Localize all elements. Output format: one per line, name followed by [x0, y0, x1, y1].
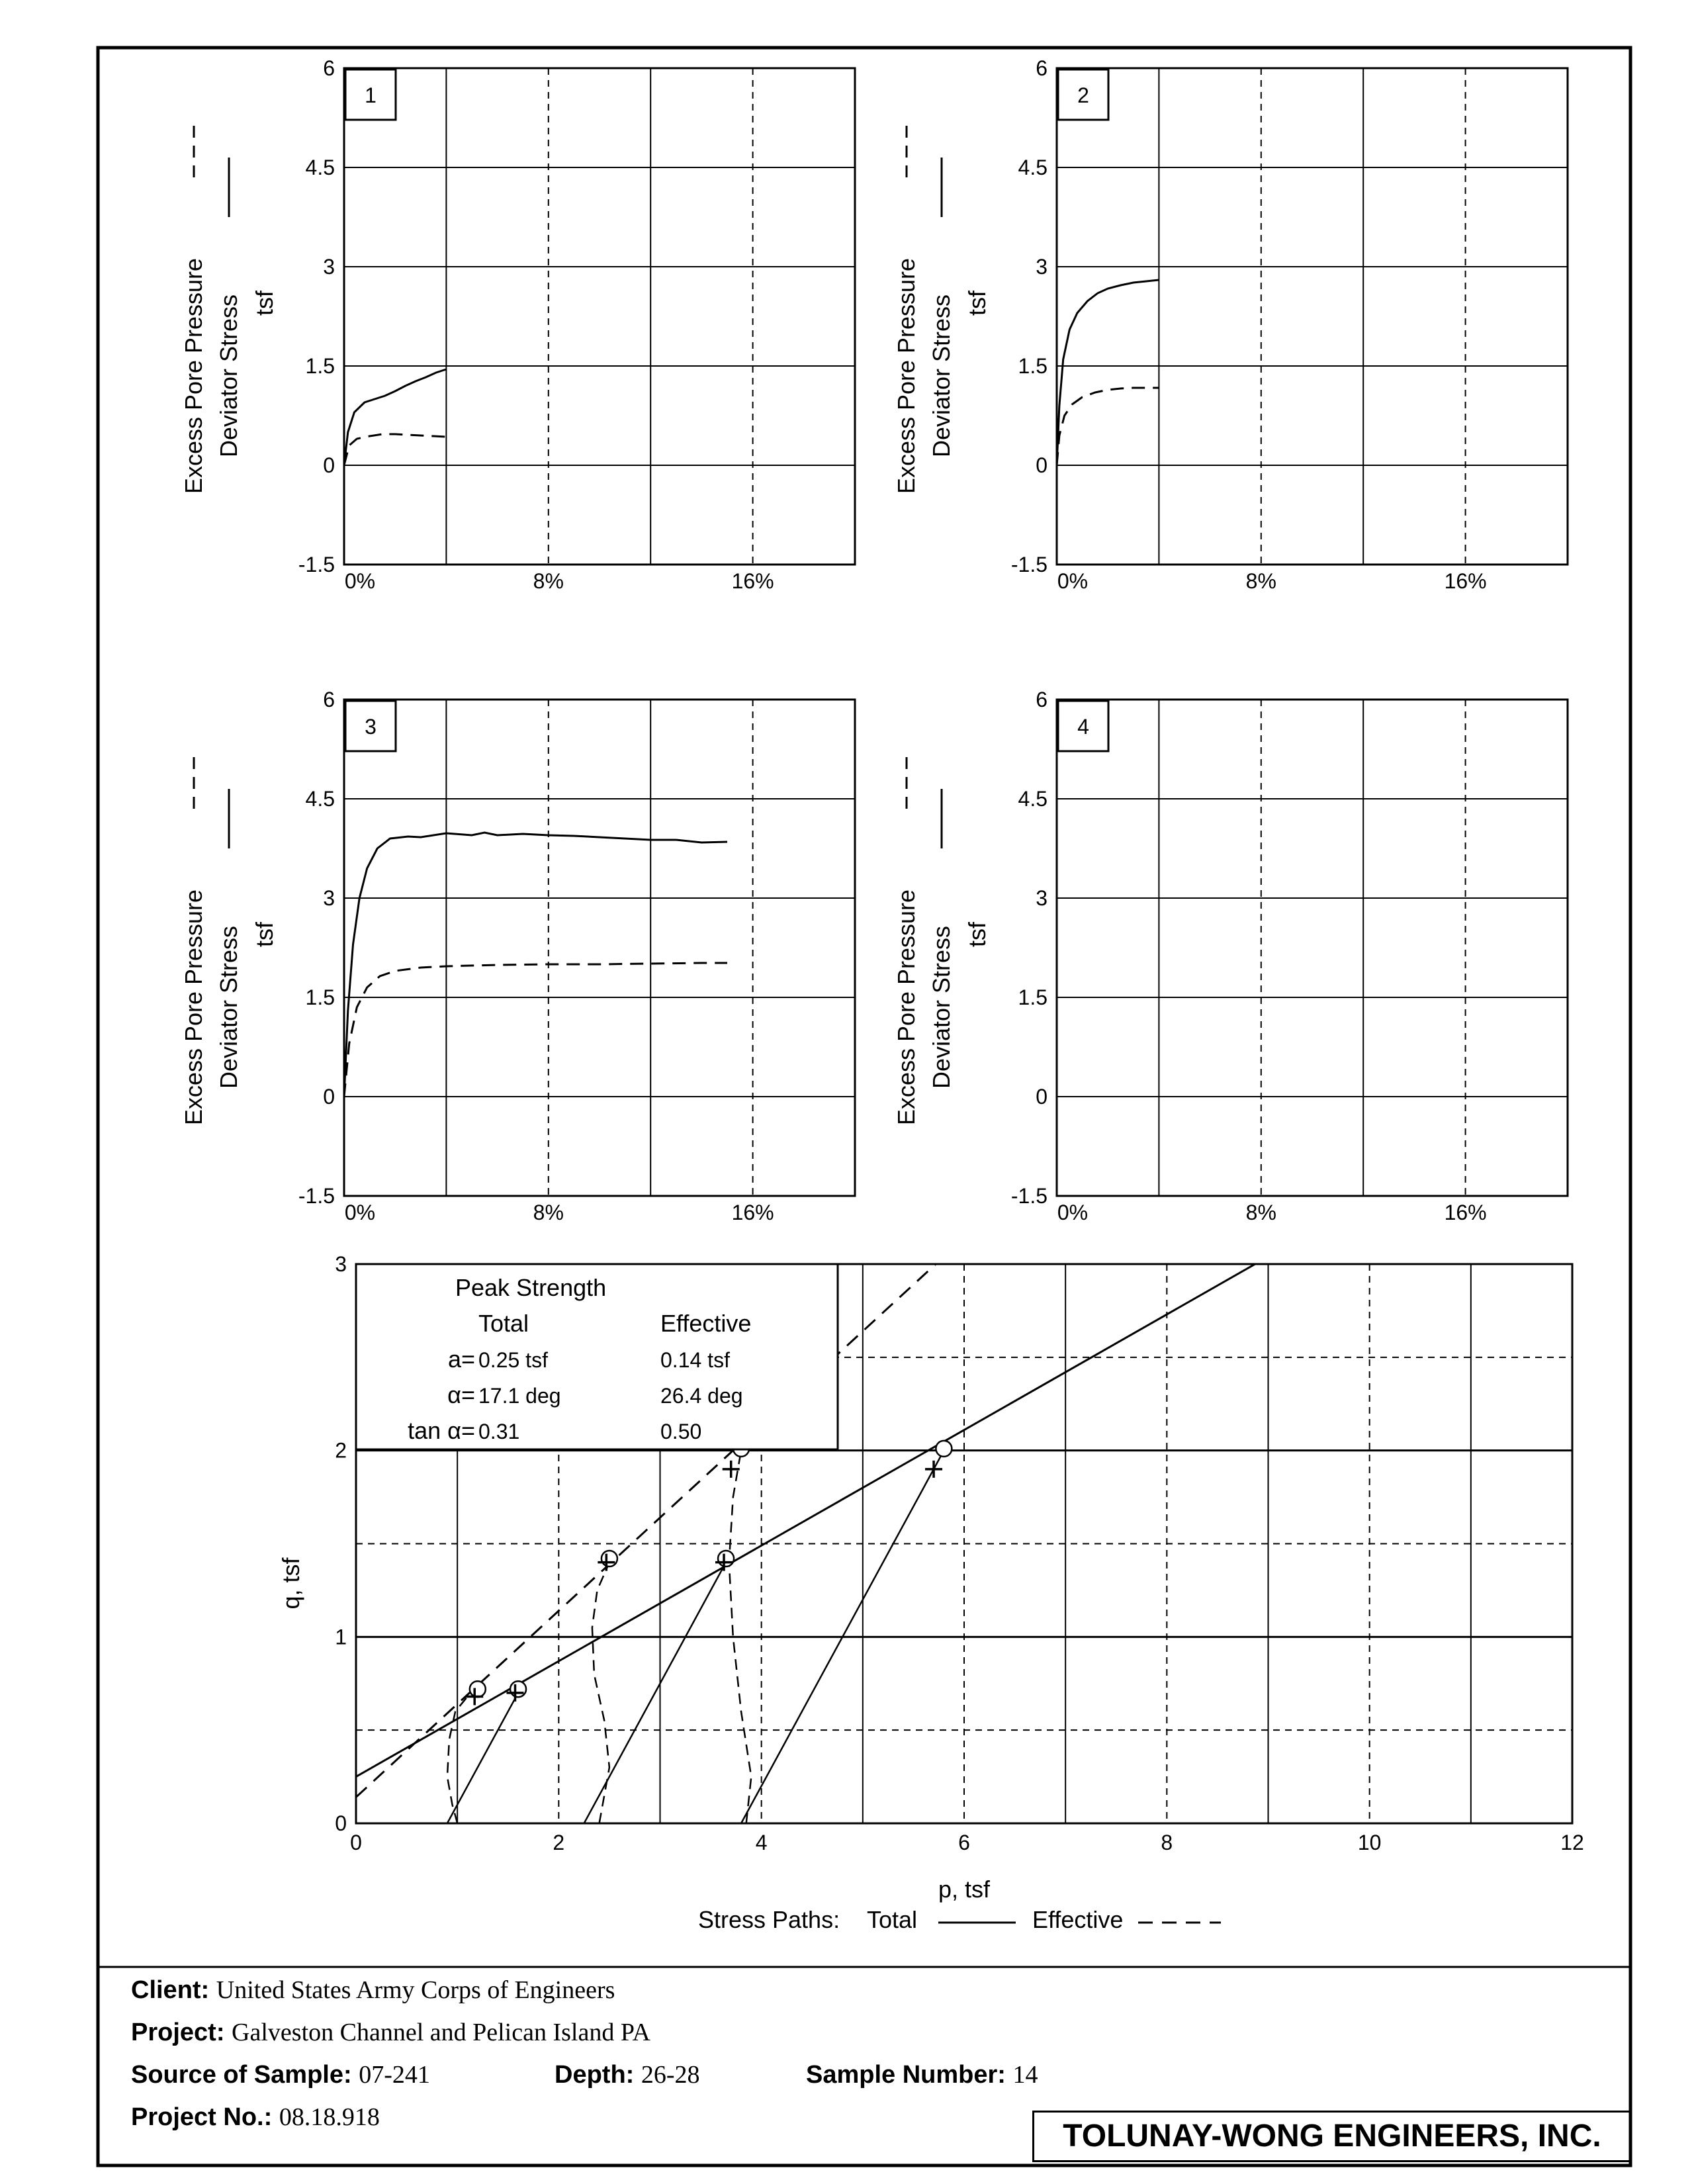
- y-tick-label: -1.5: [1010, 553, 1048, 576]
- title-block: [107, 1969, 1630, 2161]
- column-total: Total: [478, 1310, 529, 1337]
- y-tick-label: 4.5: [305, 787, 335, 811]
- row-total-value: 0.25 tsf: [478, 1348, 548, 1372]
- x-tick-label: 2: [553, 1831, 565, 1854]
- ylabel-pore-pressure: Excess Pore Pressure: [893, 257, 920, 494]
- row-effective-value: 26.4 deg: [660, 1384, 743, 1408]
- y-tick-label: 6: [1036, 688, 1048, 711]
- pore-pressure-curve: [344, 963, 727, 1097]
- project-key: Project:: [131, 2019, 225, 2046]
- x-tick-label: 0: [350, 1831, 362, 1854]
- project-no-key: Project No.:: [131, 2103, 273, 2131]
- client-value: United States Army Corps of Engineers: [216, 1976, 615, 2004]
- x-tick-label: 16%: [731, 569, 774, 593]
- y-tick-label: 6: [1036, 56, 1048, 80]
- legend-total-label: Total: [867, 1906, 918, 1933]
- peak-plus-marker: [925, 1461, 942, 1478]
- x-tick-label: 8%: [1245, 1201, 1276, 1224]
- row-label: a=: [447, 1345, 475, 1373]
- y-tick-label: 3: [335, 1252, 347, 1276]
- peak-circle-marker: [936, 1441, 952, 1457]
- project-row: [131, 2011, 650, 2054]
- peak-circle-marker: [602, 1551, 617, 1567]
- x-tick-label: 8%: [533, 569, 564, 593]
- y-tick-label: 2: [335, 1438, 347, 1463]
- y-tick-label: 1.5: [1018, 985, 1048, 1009]
- y-tick-label: 0: [1036, 453, 1048, 477]
- y-tick-label: 4.5: [1018, 156, 1048, 179]
- y-tick-label: -1.5: [298, 553, 335, 576]
- effective-stress-path: [447, 1693, 478, 1823]
- x-tick-label: 8: [1161, 1831, 1173, 1854]
- peak-circle-marker: [470, 1681, 486, 1697]
- row-label: tan α=: [408, 1417, 475, 1444]
- x-tick-label: 4: [755, 1831, 768, 1854]
- sample-row: [806, 2054, 1038, 2096]
- effective-failure-envelope: [356, 679, 1572, 1797]
- panel-number: 2: [1077, 83, 1089, 107]
- y-tick-label: 0: [323, 1085, 335, 1109]
- y-axis-label: q, tsf: [277, 1557, 304, 1610]
- y-tick-label: 0: [323, 453, 335, 477]
- x-tick-label: 8%: [533, 1201, 564, 1224]
- plot-frame: [344, 68, 855, 565]
- plot-frame: [1057, 68, 1568, 565]
- y-tick-label: 0: [335, 1811, 347, 1835]
- ylabel-deviator-stress: Deviator Stress: [928, 925, 955, 1089]
- pore-pressure-curve: [344, 434, 446, 465]
- strain-panel-2: [893, 56, 1568, 593]
- ylabel-pore-pressure: Excess Pore Pressure: [180, 257, 207, 494]
- y-tick-label: 1: [335, 1625, 347, 1649]
- ylabel-units: tsf: [251, 290, 278, 316]
- source-row: [131, 2054, 430, 2096]
- pore-pressure-curve: [1057, 388, 1159, 465]
- plot-frame: [344, 700, 855, 1196]
- row-effective-value: 0.50: [660, 1420, 702, 1443]
- y-tick-label: 1.5: [305, 985, 335, 1009]
- x-tick-label: 6: [958, 1831, 970, 1854]
- ylabel-units: tsf: [251, 921, 278, 948]
- stress-path-chart: [277, 679, 1584, 1903]
- y-tick-label: 3: [1036, 886, 1048, 910]
- panel-number: 4: [1077, 715, 1089, 739]
- x-tick-label: 0%: [1057, 1201, 1089, 1224]
- stress-path-legend: [698, 1906, 1221, 1933]
- x-axis-label: p, tsf: [938, 1876, 991, 1903]
- x-tick-label: 16%: [1444, 569, 1487, 593]
- company-name: TOLUNAY-WONG ENGINEERS, INC.: [1032, 2111, 1632, 2162]
- y-tick-label: 1.5: [305, 354, 335, 378]
- panel-number: 3: [365, 715, 377, 739]
- legend-effective-label: Effective: [1032, 1906, 1124, 1933]
- project-no-row: [131, 2096, 380, 2138]
- column-effective: Effective: [660, 1310, 752, 1337]
- ylabel-units: tsf: [963, 290, 991, 316]
- y-tick-label: 3: [323, 255, 335, 279]
- project-no-value: 08.18.918: [279, 2103, 380, 2131]
- y-tick-label: -1.5: [1010, 1184, 1048, 1208]
- total-stress-path: [584, 1563, 726, 1823]
- effective-stress-path: [592, 1563, 609, 1823]
- y-tick-label: 0: [1036, 1085, 1048, 1109]
- deviator-stress-curve: [1057, 280, 1159, 465]
- strain-panel-1: [180, 56, 855, 593]
- sample-key: Sample Number:: [806, 2061, 1006, 2089]
- y-tick-label: 1.5: [1018, 354, 1048, 378]
- depth-key: Depth:: [555, 2061, 635, 2089]
- ylabel-deviator-stress: Deviator Stress: [215, 294, 242, 458]
- row-total-value: 17.1 deg: [478, 1384, 561, 1408]
- deviator-stress-curve: [344, 369, 446, 465]
- ylabel-deviator-stress: Deviator Stress: [215, 925, 242, 1089]
- ylabel-deviator-stress: Deviator Stress: [928, 294, 955, 458]
- sample-value: 14: [1012, 2061, 1038, 2089]
- row-label: α=: [447, 1381, 475, 1408]
- y-tick-label: 3: [1036, 255, 1048, 279]
- ylabel-units: tsf: [963, 921, 991, 948]
- y-tick-label: 3: [323, 886, 335, 910]
- plot-frame: [1057, 700, 1568, 1196]
- strain-panel-4: [893, 688, 1568, 1224]
- peak-strength-table: [356, 1264, 838, 1449]
- client-row: [131, 1969, 615, 2011]
- x-tick-label: 10: [1357, 1831, 1382, 1854]
- x-tick-label: 8%: [1245, 569, 1276, 593]
- y-tick-label: 4.5: [305, 156, 335, 179]
- peak-strength-title: Peak Strength: [455, 1274, 607, 1301]
- x-tick-label: 0%: [344, 569, 376, 593]
- ylabel-pore-pressure: Excess Pore Pressure: [180, 889, 207, 1126]
- source-value: 07-241: [359, 2061, 430, 2089]
- panel-number: 1: [365, 83, 377, 107]
- x-tick-label: 12: [1560, 1831, 1584, 1854]
- row-total-value: 0.31: [478, 1420, 520, 1443]
- source-key: Source of Sample:: [131, 2061, 352, 2089]
- x-tick-label: 16%: [1444, 1201, 1487, 1224]
- y-tick-label: 4.5: [1018, 787, 1048, 811]
- client-key: Client:: [131, 1976, 210, 2004]
- peak-circle-marker: [510, 1681, 526, 1697]
- y-tick-label: 6: [323, 688, 335, 711]
- strain-panel-3: [180, 688, 855, 1224]
- y-tick-label: 6: [323, 56, 335, 80]
- depth-value: 26-28: [641, 2061, 700, 2089]
- y-tick-label: -1.5: [298, 1184, 335, 1208]
- x-tick-label: 0%: [1057, 569, 1089, 593]
- project-value: Galveston Channel and Pelican Island PA: [232, 2019, 650, 2046]
- depth-row: [555, 2054, 700, 2096]
- row-effective-value: 0.14 tsf: [660, 1348, 730, 1372]
- legend-prefix: Stress Paths:: [698, 1906, 840, 1933]
- x-tick-label: 16%: [731, 1201, 774, 1224]
- peak-circle-marker: [718, 1551, 734, 1567]
- x-tick-label: 0%: [344, 1201, 376, 1224]
- ylabel-pore-pressure: Excess Pore Pressure: [893, 889, 920, 1126]
